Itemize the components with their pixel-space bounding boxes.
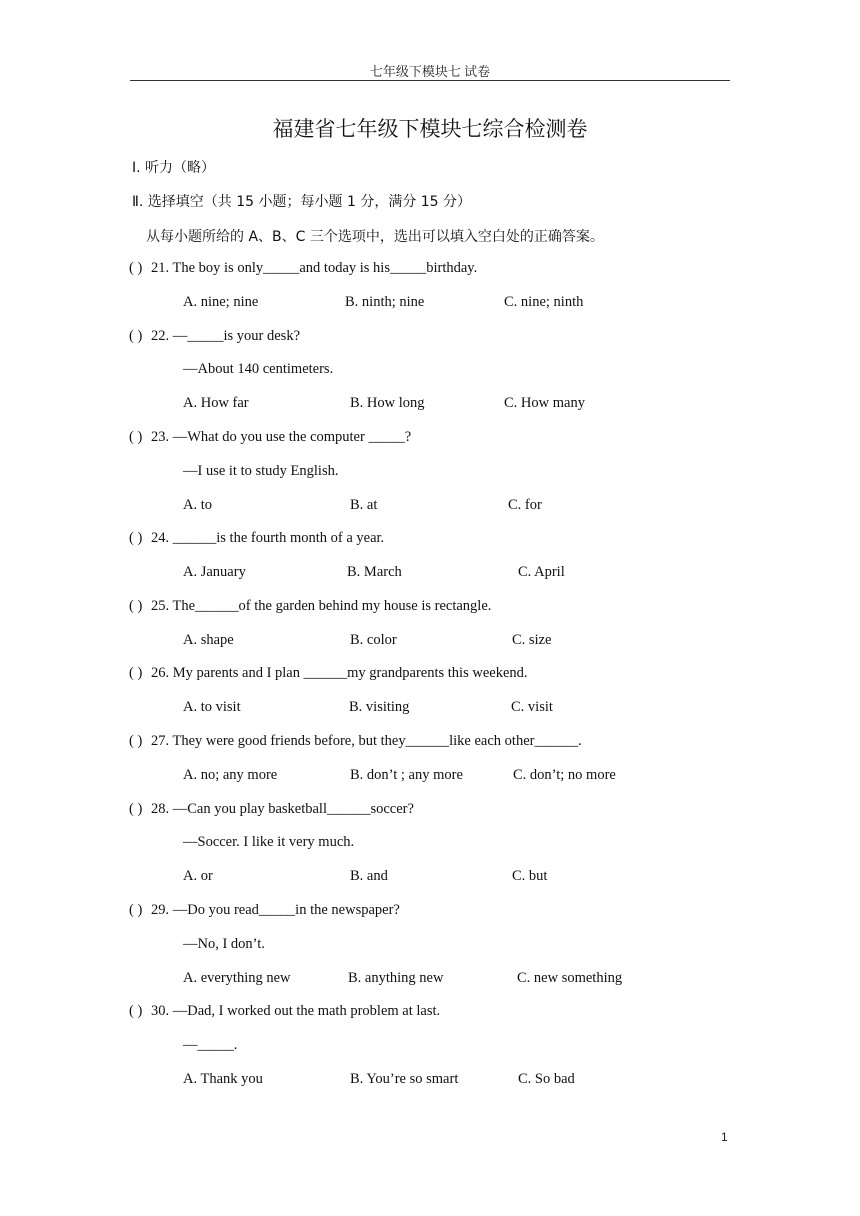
question-stem: 24. ______is the fourth month of a year. [151,530,385,546]
answer-paren[interactable]: ( ) [129,598,143,614]
page-title: 福建省七年级下模块七综合检测卷 [272,117,588,141]
answer-paren[interactable]: ( ) [129,260,143,276]
answer-paren[interactable]: ( ) [129,801,143,817]
option-b: B. and [350,868,388,884]
option-b: B. at [350,497,378,513]
answer-paren[interactable]: ( ) [129,902,143,918]
section-instructions: 从每小题所给的 A、B、C 三个选项中，选出可以填入空白处的正确答案。 [146,229,604,245]
answer-paren[interactable]: ( ) [129,429,143,445]
header-divider [130,80,730,81]
question-reply: —No, I don’t. [183,936,265,952]
question-stem: 30. —Dad, I worked out the math problem at last. [151,1003,441,1019]
section-listening: Ⅰ. 听力（略） [132,160,216,176]
option-a: A. to visit [183,699,241,715]
option-b: B. color [350,632,397,648]
question-stem: 21. The boy is only_____and today is his_____birthday. [151,260,478,276]
option-c: C. nine; ninth [504,294,584,310]
answer-paren[interactable]: ( ) [129,665,143,681]
section-choice: Ⅱ. 选择填空（共 15 小题；每小题 1 分，满分 15 分） [132,194,472,210]
question-stem: 26. My parents and I plan ______my grandparents this weekend. [151,665,528,681]
option-b: B. ninth; nine [345,294,425,310]
option-c: C. visit [511,699,553,715]
option-b: B. don’t ; any more [350,767,463,783]
question-stem: 28. —Can you play basketball______soccer? [151,801,414,817]
option-a: A. everything new [183,970,291,986]
question-reply: —_____. [183,1037,238,1053]
page-header: 七年级下模块七 试卷 [369,64,491,79]
answer-paren[interactable]: ( ) [129,1003,143,1019]
option-c: C. don’t; no more [513,767,616,783]
option-b: B. How long [350,395,425,411]
question-stem: 25. The______of the garden behind my house is rectangle. [151,598,492,614]
answer-paren[interactable]: ( ) [129,530,143,546]
option-c: C. size [512,632,552,648]
option-a: A. Thank you [183,1071,263,1087]
option-a: A. to [183,497,212,513]
option-a: A. January [183,564,246,580]
option-b: B. visiting [349,699,410,715]
answer-paren[interactable]: ( ) [129,733,143,749]
question-stem: 22. —_____is your desk? [151,328,301,344]
question-stem: 29. —Do you read_____in the newspaper? [151,902,400,918]
option-a: A. no; any more [183,767,278,783]
option-b: B. March [347,564,402,580]
option-a: A. or [183,868,213,884]
option-b: B. You’re so smart [350,1071,459,1087]
option-c: C. How many [504,395,585,411]
answer-paren[interactable]: ( ) [129,328,143,344]
question-reply: —About 140 centimeters. [183,361,334,377]
question-reply: —Soccer. I like it very much. [183,834,355,850]
option-a: A. How far [183,395,249,411]
question-stem: 27. They were good friends before, but they______like each other______. [151,733,582,749]
option-a: A. nine; nine [183,294,259,310]
option-c: C. new something [517,970,623,986]
page-number: 1 [721,1130,728,1144]
option-c: C. for [508,497,542,513]
option-c: C. So bad [518,1071,575,1087]
option-b: B. anything new [348,970,444,986]
option-a: A. shape [183,632,234,648]
option-c: C. April [518,564,565,580]
option-c: C. but [512,868,548,884]
question-stem: 23. —What do you use the computer _____? [151,429,412,445]
question-reply: —I use it to study English. [183,463,339,479]
